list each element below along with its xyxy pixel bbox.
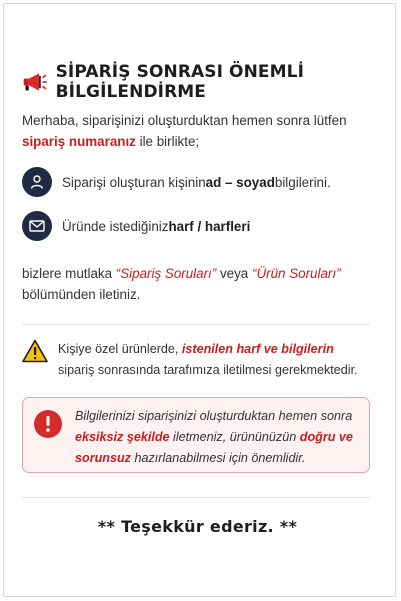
divider-bottom	[22, 497, 370, 498]
thanks-text: ** Teşekkür ederiz. **	[97, 517, 298, 536]
intro-text: Merhaba, siparişinizi oluşturduktan hemen sonra lütfen sipariş numaranız ile birlikte;	[22, 113, 347, 149]
page-title	[22, 62, 401, 102]
list-item-letters: Üründe istediğiniz harf / harfleri	[22, 211, 250, 241]
alert-box: Bilgilerinizi siparişinizi oluşturduktan hemen sonra eksiksiz şekilde iletmeniz, ürününüzün doğru ve sorunsuz hazırlanabilmesi için önemlidir.	[22, 397, 370, 473]
outro-text: bizlere mutlaka “Sipariş Soruları” veya “Ürün Soruları” bölümünden iletiniz.	[22, 266, 341, 302]
title-text: SİPARİŞ SONRASI ÖNEMLİ BİLGİLENDİRME	[55, 62, 305, 102]
list-item-name: Siparişi oluşturan kişinin ad – soyad bilgilerini.	[22, 167, 331, 197]
product-questions-label: “Ürün Soruları”	[251, 266, 341, 281]
warning-note: Kişiye özel ürünlerde, istenilen harf ve bilgilerin sipariş sonrasında tarafımıza iletilmesi gerekmektedir.	[22, 339, 372, 381]
megaphone-icon	[22, 70, 48, 94]
order-number-highlight: sipariş numaranız	[22, 134, 136, 149]
divider	[22, 324, 370, 325]
warning-triangle-icon	[22, 339, 48, 363]
user-icon	[22, 167, 52, 197]
order-questions-label: “Sipariş Soruları”	[115, 266, 217, 281]
envelope-icon	[22, 211, 52, 241]
exclamation-circle-icon	[34, 410, 62, 438]
